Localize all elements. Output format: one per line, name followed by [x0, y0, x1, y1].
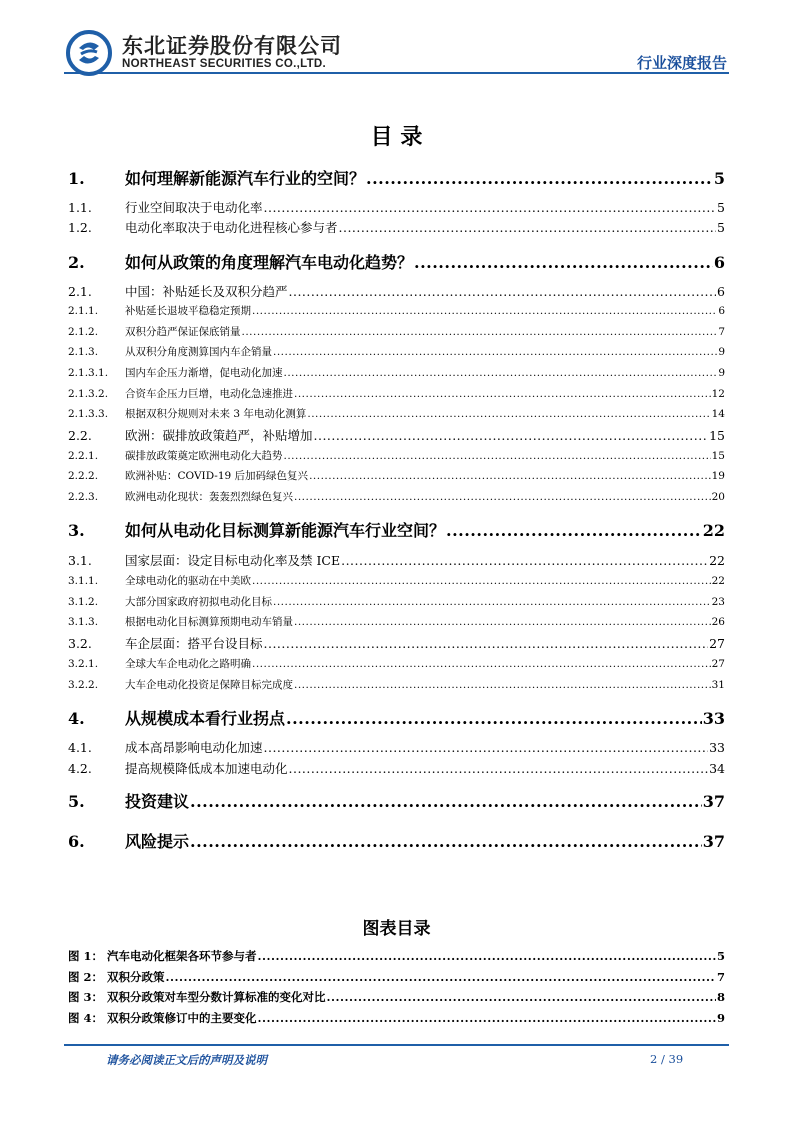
dot-leader — [258, 1011, 716, 1025]
dot-leader — [264, 200, 717, 215]
report-type: 行业深度报告 — [636, 54, 727, 72]
figures-title: 图表目录 — [362, 919, 431, 939]
entry-title: 如何从政策的角度理解汽车电动化趋势？ — [125, 253, 414, 272]
dot-leader — [166, 970, 716, 984]
figure-entry[interactable] — [68, 989, 725, 1005]
entry-page: 5 — [717, 220, 725, 235]
entry-page: 27 — [709, 636, 725, 651]
dot-leader — [284, 367, 718, 379]
figure-entry[interactable] — [68, 948, 725, 964]
entry-number: 2.1. — [68, 284, 92, 299]
entry-page: 14 — [711, 408, 725, 420]
entry-page: 9 — [718, 367, 725, 379]
entry-number: 2.1.1. — [68, 305, 99, 317]
entry-page: 9 — [716, 1011, 725, 1025]
toc-entry-level-3[interactable] — [68, 406, 725, 421]
entry-title: 合资车企压力巨增，电动化急速推进 — [125, 388, 293, 400]
entry-title: 如何理解新能源汽车行业的空间？ — [125, 169, 366, 188]
dot-leader — [190, 832, 702, 851]
toc-entry-level-3[interactable] — [68, 468, 725, 483]
toc-entry-level-1[interactable] — [68, 250, 725, 273]
dot-leader — [341, 553, 708, 568]
entry-page: 20 — [711, 491, 725, 503]
entry-number: 3.1. — [68, 553, 92, 568]
dot-leader — [314, 428, 709, 443]
entry-page: 22 — [711, 575, 725, 587]
entry-number: 5. — [68, 792, 85, 811]
toc-entry-level-2[interactable] — [68, 738, 725, 756]
entry-title: 从规模成本看行业拐点 — [125, 709, 286, 728]
footer-disclaimer: 请务必阅读正文后的声明及说明 — [106, 1053, 267, 1067]
dot-leader — [264, 636, 709, 651]
toc-entry-level-2[interactable] — [68, 634, 725, 652]
toc-entry-level-1[interactable] — [68, 706, 725, 729]
dot-leader — [294, 491, 711, 503]
entry-title: 全球大车企电动化之路明确 — [125, 658, 251, 670]
entry-page: 6 — [717, 284, 725, 299]
company-name-en: NORTHEAST SECURITIES CO.,LTD. — [122, 58, 326, 70]
entry-number: 2. — [68, 253, 85, 272]
entry-number: 2.2.1. — [68, 450, 99, 462]
entry-page: 8 — [716, 990, 725, 1004]
entry-number: 图 4： — [68, 1011, 104, 1025]
entry-title: 双积分政策对车型分数计算标准的变化对比 — [107, 990, 326, 1004]
entry-page: 12 — [711, 388, 725, 400]
entry-number: 2.1.3.1. — [68, 367, 109, 379]
entry-number: 3.2. — [68, 636, 92, 651]
entry-title: 提高规模降低成本加速电动化 — [125, 761, 288, 776]
entry-number: 4. — [68, 709, 85, 728]
entry-title: 双积分政策 — [107, 970, 165, 984]
entry-number: 2.2.2. — [68, 470, 99, 482]
entry-title: 风险提示 — [125, 832, 190, 851]
entry-number: 2.1.3.3. — [68, 408, 109, 420]
figure-entry[interactable] — [68, 969, 725, 985]
entry-number: 1.2. — [68, 220, 92, 235]
entry-page: 15 — [709, 428, 725, 443]
entry-title: 碳排放政策奠定欧洲电动化大趋势 — [125, 450, 283, 462]
dot-leader — [309, 470, 711, 482]
toc-entry-level-3[interactable] — [68, 594, 725, 609]
entry-page: 5 — [713, 169, 725, 188]
entry-title: 欧洲：碳排放政策趋严，补贴增加 — [125, 428, 313, 443]
toc-entry-level-2[interactable] — [68, 282, 725, 300]
dot-leader — [252, 658, 711, 670]
entry-number: 图 2： — [68, 970, 104, 984]
dot-leader — [366, 169, 713, 188]
entry-title: 国内车企压力渐增，促电动化加速 — [125, 367, 283, 379]
entry-title: 大车企电动化投资足保障目标完成度 — [125, 679, 293, 691]
entry-title: 大部分国家政府初拟电动化目标 — [125, 596, 272, 608]
entry-page: 7 — [718, 326, 725, 338]
toc-entry-level-3[interactable] — [68, 573, 725, 588]
entry-title: 双积分政策修订中的主要变化 — [107, 1011, 257, 1025]
toc-entry-level-3[interactable] — [68, 489, 725, 504]
entry-number: 3.2.2. — [68, 679, 99, 691]
entry-page: 27 — [711, 658, 725, 670]
entry-number: 2.1.3. — [68, 346, 99, 358]
toc-entry-level-2[interactable] — [68, 218, 725, 236]
entry-number: 1.1. — [68, 200, 92, 215]
entry-title: 根据双积分规则对未来 3 年电动化测算 — [125, 408, 307, 420]
entry-number: 4.2. — [68, 761, 92, 776]
toc-title: 目 录 — [370, 124, 423, 150]
dot-leader — [264, 740, 709, 755]
entry-page: 33 — [702, 709, 725, 728]
entry-title: 欧洲补贴：COVID-19 后加码绿色复兴 — [125, 470, 309, 482]
entry-number: 3.2.1. — [68, 658, 99, 670]
entry-title: 车企层面：搭平台设目标 — [125, 636, 263, 651]
dot-leader — [294, 388, 711, 400]
entry-number: 3. — [68, 521, 85, 540]
entry-page: 5 — [716, 949, 725, 963]
entry-page: 7 — [716, 970, 725, 984]
entry-title: 全球电动化的驱动在中美欧 — [125, 575, 251, 587]
footer-divider — [64, 1044, 729, 1046]
entry-number: 3.1.3. — [68, 616, 99, 628]
entry-page: 9 — [718, 346, 725, 358]
toc-entry-level-3[interactable] — [68, 303, 725, 318]
entry-page: 31 — [711, 679, 725, 691]
entry-number: 2.2.3. — [68, 491, 99, 503]
entry-title: 成本高昂影响电动化加速 — [125, 740, 263, 755]
toc-entry-level-3[interactable] — [68, 677, 725, 692]
entry-number: 3.1.2. — [68, 596, 99, 608]
toc-entry-level-3[interactable] — [68, 448, 725, 463]
dot-leader — [242, 326, 718, 338]
entry-page: 15 — [711, 450, 725, 462]
entry-number: 4.1. — [68, 740, 92, 755]
toc-entry-level-3[interactable] — [68, 365, 725, 380]
entry-page: 34 — [709, 761, 725, 776]
dot-leader — [289, 284, 717, 299]
entry-page: 5 — [717, 200, 725, 215]
entry-number: 2.2. — [68, 428, 92, 443]
entry-number: 1. — [68, 169, 85, 188]
entry-title: 电动化率取决于电动化进程核心参与者 — [125, 220, 338, 235]
dot-leader — [284, 450, 711, 462]
entry-title: 汽车电动化框架各环节参与者 — [107, 949, 257, 963]
entry-number: 2.1.2. — [68, 326, 99, 338]
entry-page: 22 — [702, 521, 725, 540]
entry-page: 6 — [713, 253, 725, 272]
entry-title: 投资建议 — [125, 792, 190, 811]
entry-title: 行业空间取决于电动化率 — [125, 200, 263, 215]
header-divider — [64, 72, 729, 74]
dot-leader — [273, 596, 711, 608]
dot-leader — [307, 408, 710, 420]
dot-leader — [294, 616, 711, 628]
toc-entry-level-2[interactable] — [68, 426, 725, 444]
dot-leader — [286, 709, 702, 728]
entry-number: 图 1： — [68, 949, 104, 963]
entry-page: 6 — [718, 305, 725, 317]
entry-page: 26 — [711, 616, 725, 628]
dot-leader — [327, 990, 716, 1004]
dot-leader — [273, 346, 717, 358]
entry-title: 如何从电动化目标测算新能源汽车行业空间？ — [125, 521, 446, 540]
toc-entry-level-2[interactable] — [68, 759, 725, 777]
toc-entry-level-3[interactable] — [68, 386, 725, 401]
entry-page: 37 — [702, 832, 725, 851]
dot-leader — [294, 679, 711, 691]
toc-entry-level-3[interactable] — [68, 656, 725, 671]
toc-entry-level-2[interactable] — [68, 551, 725, 569]
entry-number: 3.1.1. — [68, 575, 99, 587]
dot-leader — [258, 949, 716, 963]
entry-title: 从双积分角度测算国内车企销量 — [125, 346, 272, 358]
toc-entry-level-3[interactable] — [68, 614, 725, 629]
entry-title: 国家层面：设定目标电动化率及禁 ICE — [125, 553, 341, 568]
dot-leader — [252, 305, 717, 317]
dot-leader — [339, 220, 717, 235]
dot-leader — [252, 575, 711, 587]
company-logo — [66, 30, 112, 76]
company-name-cn: 东北证券股份有限公司 — [122, 34, 342, 58]
entry-title: 根据电动化目标测算预期电动车销量 — [125, 616, 293, 628]
toc-entry-level-3[interactable] — [68, 344, 725, 359]
entry-number: 6. — [68, 832, 85, 851]
entry-title: 中国：补贴延长及双积分趋严 — [125, 284, 288, 299]
entry-number: 2.1.3.2. — [68, 388, 109, 400]
toc-entry-level-1[interactable] — [68, 166, 725, 189]
toc-entry-level-1[interactable] — [68, 829, 725, 852]
dot-leader — [414, 253, 713, 272]
figure-entry[interactable] — [68, 1010, 725, 1026]
entry-title: 欧洲电动化现状：轰轰烈烈绿色复兴 — [125, 491, 293, 503]
entry-number: 图 3： — [68, 990, 104, 1004]
toc-entry-level-1[interactable] — [68, 789, 725, 812]
toc-entry-level-3[interactable] — [68, 324, 725, 339]
entry-page: 19 — [711, 470, 725, 482]
page-indicator: 2 / 39 — [650, 1052, 684, 1066]
entry-title: 补贴延长退坡平稳稳定预期 — [125, 305, 251, 317]
dot-leader — [190, 792, 702, 811]
toc-entry-level-2[interactable] — [68, 198, 725, 216]
entry-page: 23 — [711, 596, 725, 608]
entry-page: 22 — [709, 553, 725, 568]
toc-entry-level-1[interactable] — [68, 518, 725, 541]
entry-page: 33 — [709, 740, 725, 755]
entry-page: 37 — [702, 792, 725, 811]
dot-leader — [446, 521, 702, 540]
dot-leader — [289, 761, 709, 776]
entry-title: 双积分趋严保证保底销量 — [125, 326, 241, 338]
